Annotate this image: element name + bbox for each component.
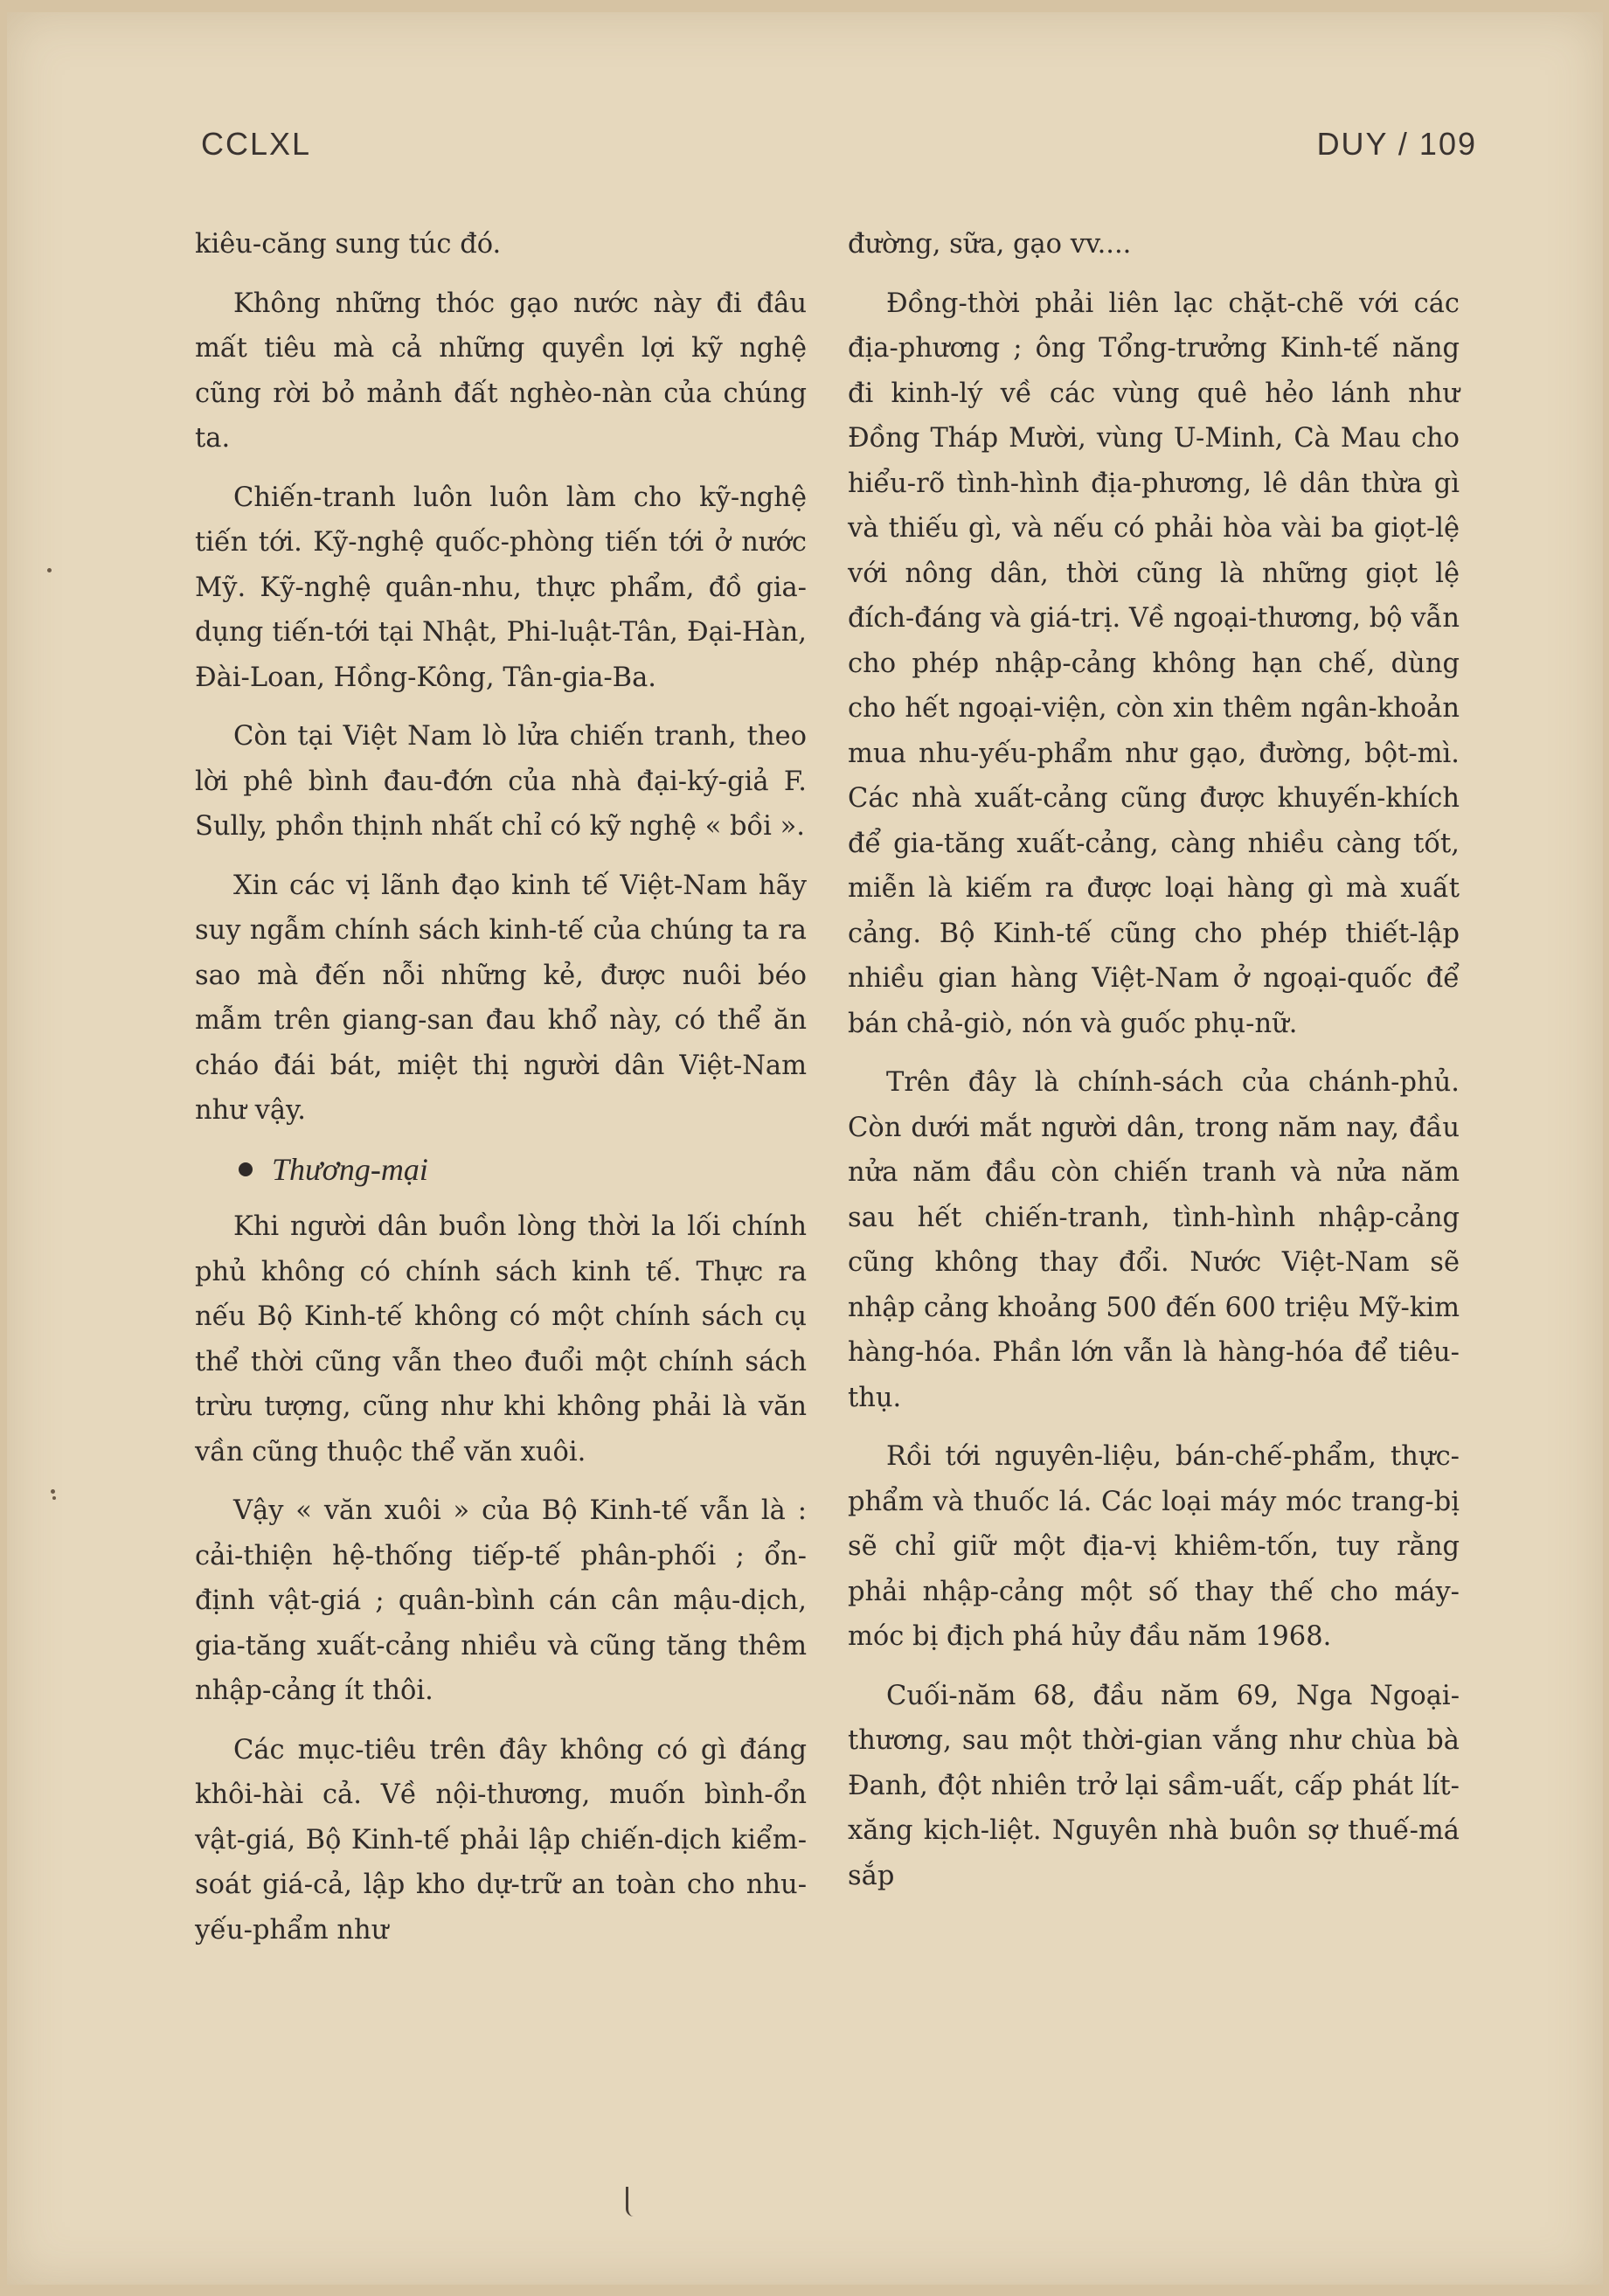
paragraph: Đồng-thời phải liên lạc chặt-chẽ với các địa-phương ; ông Tổng-trưởng Kinh-tế năng đi kinh-lý về các vùng quê hẻo lánh như Đồng Tháp Mười, vùng U-Minh, Cà Mau cho hiểu-rõ tình-hình địa-phương, lê dân thừa gì và thiếu gì, và nếu có phải hòa vài ba giọt-lệ với nông dân, thời cũng là những giọt lệ đích-đáng và giá-trị. Về ngoại-thương, bộ vẫn cho phép nhập-cảng không hạn chế, dùng cho hết ngoại-viện, còn xin thêm ngân-khoản mua nhu-yếu-phẩm như gạo, đường, bột-mì. Các nhà xuất-cảng cũng được khuyến-khích để gia-tăng xuất-cảng, càng nhiều càng tốt, miễn là kiếm ra được loại hàng gì mà xuất cảng. Bộ Kinh-tế cũng cho phép thiết-lập nhiều gian hàng Việt-Nam ở ngoại-quốc để bán chả-giò, nón và guốc phụ-nữ. [848, 288, 1460, 1039]
paragraph: Cuối-năm 68, đầu năm 69, Nga Ngoại-thương, sau một thời-gian vắng như chùa bà Đanh, đột nhiên trở lại sầm-uất, cấp phát lít-xăng kịch-liệt. Nguyên nhà buôn sợ thuế-má sắp [848, 1680, 1460, 1891]
paragraph: Các mục-tiêu trên đây không có gì đáng khôi-hài cả. Về nội-thương, muốn bình-ổn vật-giá, Bộ Kinh-tế phải lập chiến-dịch kiểm-soát giá-cả, lập kho dự-trữ an toàn cho nhu-yếu-phẩm như [195, 1734, 807, 1946]
paragraph: Rồi tới nguyên-liệu, bán-chế-phẩm, thực-phẩm và thuốc lá. Các loại máy móc trang-bị sẽ chỉ giữ một địa-vị khiêm-tốn, tuy rằng phải nhập-cảng một số thay thế cho máy-móc bị địch phá hủy đầu năm 1968. [848, 1441, 1460, 1652]
right-column [848, 222, 1460, 1912]
paper-fleck [47, 568, 52, 572]
paragraph: Vậy « văn xuôi » của Bộ Kinh-tế vẫn là : cải-thiện hệ-thống tiếp-tế phân-phối ; ổn-định vật-giá ; quân-bình cán cân mậu-dịch, gia-tăng xuất-cảng nhiều và cũng tăng thêm nhập-cảng ít thôi. [195, 1495, 807, 1706]
running-header [201, 126, 1477, 178]
paragraph: Chiến-tranh luôn luôn làm cho kỹ-nghệ tiến tới. Kỹ-nghệ quốc-phòng tiến tới ở nước Mỹ. Kỹ-nghệ quân-nhu, thực phẩm, đồ gia-dụng tiến-tới tại Nhật, Phi-luật-Tân, Đại-Hàn, Đài-Loan, Hồng-Kông, Tân-gia-Ba. [195, 482, 807, 693]
page [7, 12, 1603, 2285]
page-number: DUY / 109 [1316, 126, 1477, 162]
left-column [195, 222, 807, 1967]
paragraph: Không những thóc gạo nước này đi đâu mất tiêu mà cả những quyền lợi kỹ nghệ cũng rời bỏ mảnh đất nghèo-nàn của chúng ta. [195, 288, 807, 454]
paragraph: Xin các vị lãnh đạo kinh tế Việt-Nam hãy suy ngẫm chính sách kinh-tế của chúng ta ra sao mà đến nỗi những kẻ, được nuôi béo mẫm trên giang-san đau khổ này, có thể ăn cháo đái bát, miệt thị người dân Việt-Nam như vậy. [195, 870, 807, 1126]
footer-mark [626, 2187, 634, 2216]
section-heading [195, 1148, 807, 1193]
paragraph: đường, sữa, gạo vv.... [848, 229, 1132, 260]
section-number: CCLXL [201, 126, 312, 162]
bullet-icon [239, 1162, 253, 1176]
paragraph: Trên đây là chính-sách của chánh-phủ. Còn dưới mắt người dân, trong năm nay, đầu nửa năm đầu còn chiến tranh và nửa năm sau hết chiến-tranh, tình-hình nhập-cảng cũng không thay đổi. Nước Việt-Nam sẽ nhập cảng khoảng 500 đến 600 triệu Mỹ-kim hàng-hóa. Phần lớn vẫn là hàng-hóa để tiêu-thụ. [848, 1067, 1460, 1413]
paragraph: kiêu-căng sung túc đó. [195, 229, 502, 260]
paragraph: Còn tại Việt Nam lò lửa chiến tranh, theo lời phê bình đau-đớn của nhà đại-ký-giả F. Sully, phồn thịnh nhất chỉ có kỹ nghệ « bồi ». [195, 721, 807, 842]
paragraph: Khi người dân buồn lòng thời la lối chính phủ không có chính sách kinh tế. Thực ra nếu Bộ Kinh-tế không có một chính sách cụ thể thời cũng vẫn theo đuổi một chính sách trừu tượng, cũng như khi không phải là văn vần cũng thuộc thể văn xuôi. [195, 1211, 807, 1467]
paper-fleck [52, 1496, 56, 1500]
section-title: Thương-mại [272, 1151, 428, 1187]
paper-fleck [51, 1489, 55, 1494]
